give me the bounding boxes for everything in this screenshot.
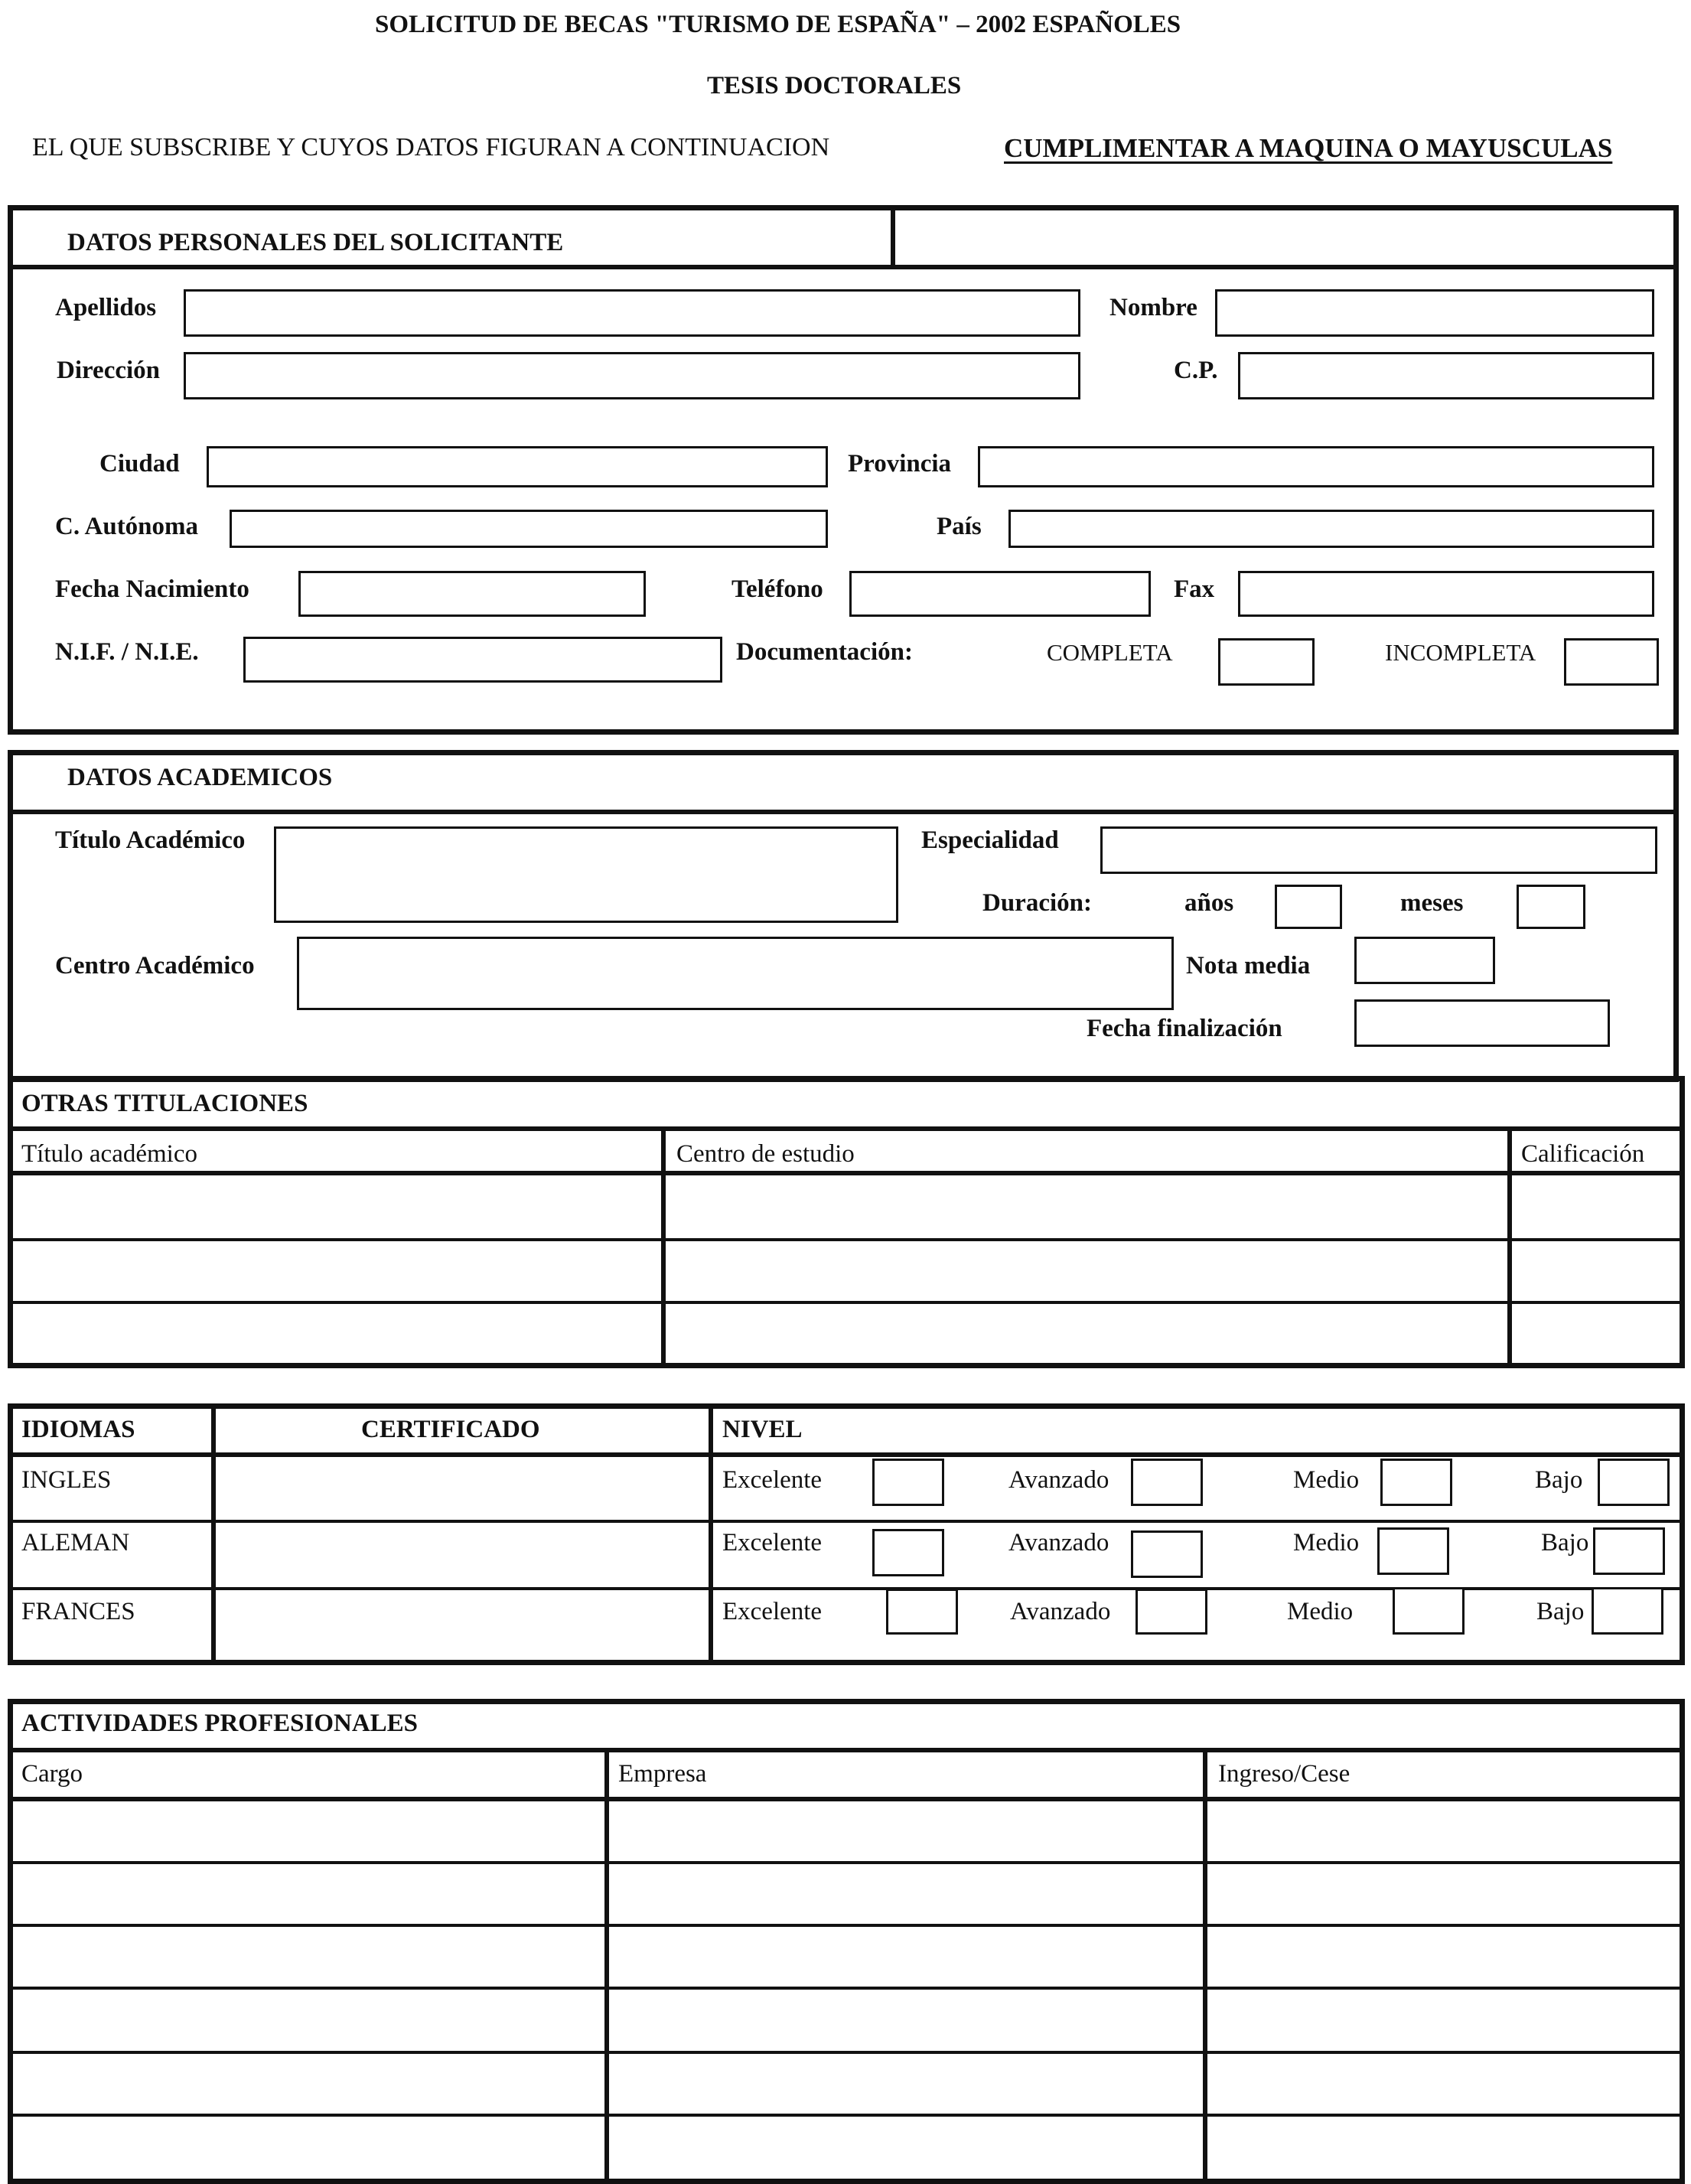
- frances-excelente-checkbox[interactable]: [886, 1589, 958, 1635]
- telefono-field[interactable]: [849, 571, 1151, 617]
- provincia-label: Provincia: [848, 450, 952, 478]
- aleman-bajo-label: Bajo: [1541, 1529, 1589, 1557]
- divider: [8, 1452, 1685, 1457]
- incompleta-label: INCOMPLETA: [1385, 639, 1536, 666]
- completa-checkbox[interactable]: [1218, 638, 1315, 686]
- titulo-label: Título Académico: [55, 826, 246, 854]
- ciudad-field[interactable]: [207, 446, 828, 487]
- frances-bajo-checkbox[interactable]: [1592, 1587, 1663, 1635]
- divider: [211, 1403, 216, 1665]
- especialidad-label: Especialidad: [921, 826, 1059, 854]
- idioma-frances: FRANCES: [21, 1598, 135, 1625]
- duracion-label: Duración:: [982, 889, 1092, 917]
- divider: [604, 1751, 609, 2184]
- personal-heading: DATOS PERSONALES DEL SOLICITANTE: [67, 229, 564, 256]
- divider: [8, 1861, 1685, 1864]
- fecha-nacimiento-field[interactable]: [298, 571, 646, 617]
- divider: [661, 1129, 666, 1368]
- aleman-excelente-checkbox[interactable]: [872, 1529, 944, 1576]
- divider: [8, 1520, 1685, 1523]
- divider: [8, 1238, 1685, 1241]
- frances-bajo-label: Bajo: [1536, 1598, 1585, 1625]
- fecha-finalizacion-field[interactable]: [1354, 999, 1610, 1047]
- actividades-col-empresa: Empresa: [618, 1760, 707, 1788]
- completa-label: COMPLETA: [1047, 639, 1173, 666]
- aleman-medio-checkbox[interactable]: [1377, 1527, 1449, 1575]
- cp-field[interactable]: [1238, 352, 1654, 399]
- ingles-medio-checkbox[interactable]: [1380, 1459, 1452, 1506]
- ingles-medio-label: Medio: [1293, 1466, 1360, 1494]
- ingles-excelente-checkbox[interactable]: [872, 1459, 944, 1506]
- telefono-label: Teléfono: [731, 575, 823, 603]
- fill-instruction: CUMPLIMENTAR A MAQUINA O MAYUSCULAS: [1004, 133, 1613, 163]
- divider: [1507, 1129, 1512, 1368]
- aleman-bajo-checkbox[interactable]: [1593, 1527, 1665, 1575]
- nif-label: N.I.F. / N.I.E.: [55, 638, 199, 666]
- divider: [8, 265, 1679, 269]
- anos-field[interactable]: [1275, 885, 1342, 929]
- otras-col-titulo: Título académico: [21, 1140, 197, 1168]
- especialidad-field[interactable]: [1100, 826, 1657, 874]
- centro-field[interactable]: [297, 937, 1174, 1010]
- nota-media-field[interactable]: [1354, 937, 1495, 984]
- idioma-aleman: ALEMAN: [21, 1529, 130, 1557]
- c-autonoma-field[interactable]: [230, 510, 828, 548]
- idiomas-col-idiomas: IDIOMAS: [21, 1416, 135, 1443]
- ingles-avanzado-label: Avanzado: [1008, 1466, 1109, 1494]
- frances-avanzado-checkbox[interactable]: [1135, 1589, 1207, 1635]
- actividades-section: [8, 1699, 1685, 2184]
- ingles-bajo-checkbox[interactable]: [1598, 1459, 1670, 1506]
- idiomas-col-nivel: NIVEL: [722, 1416, 803, 1443]
- divider: [8, 1748, 1685, 1752]
- anos-label: años: [1184, 889, 1234, 917]
- otras-section: [8, 1076, 1685, 1368]
- provincia-field[interactable]: [978, 446, 1654, 487]
- divider: [891, 205, 895, 269]
- divider: [8, 1126, 1685, 1131]
- divider: [8, 810, 1679, 814]
- pais-field[interactable]: [1008, 510, 1654, 548]
- fecha-finalizacion-label: Fecha finalización: [1087, 1015, 1282, 1042]
- form-title: SOLICITUD DE BECAS "TURISMO DE ESPAÑA" – 2002 ESPAÑOLES: [375, 11, 1181, 38]
- ingles-excelente-label: Excelente: [722, 1466, 823, 1494]
- idiomas-col-certificado: CERTIFICADO: [361, 1416, 540, 1443]
- nombre-field[interactable]: [1215, 289, 1654, 337]
- ingles-bajo-label: Bajo: [1535, 1466, 1583, 1494]
- meses-label: meses: [1400, 889, 1464, 917]
- frances-excelente-label: Excelente: [722, 1598, 823, 1625]
- nombre-label: Nombre: [1109, 294, 1197, 321]
- otras-col-centro: Centro de estudio: [676, 1140, 855, 1168]
- aleman-excelente-label: Excelente: [722, 1529, 823, 1557]
- titulo-field[interactable]: [274, 826, 898, 923]
- apellidos-field[interactable]: [184, 289, 1080, 337]
- actividades-col-ingreso: Ingreso/Cese: [1218, 1760, 1351, 1788]
- ingles-avanzado-checkbox[interactable]: [1131, 1459, 1203, 1506]
- otras-col-calificacion: Calificación: [1521, 1140, 1645, 1168]
- fax-field[interactable]: [1238, 571, 1654, 617]
- divider: [8, 1301, 1685, 1304]
- pais-label: País: [937, 513, 982, 540]
- divider: [8, 1797, 1685, 1801]
- direccion-field[interactable]: [184, 352, 1080, 399]
- divider: [8, 1987, 1685, 1990]
- form-subtitle: TESIS DOCTORALES: [707, 72, 962, 99]
- direccion-label: Dirección: [57, 357, 161, 384]
- aleman-medio-label: Medio: [1293, 1529, 1360, 1557]
- divider: [8, 2114, 1685, 2117]
- apellidos-label: Apellidos: [55, 294, 157, 321]
- actividades-col-cargo: Cargo: [21, 1760, 83, 1788]
- frances-medio-checkbox[interactable]: [1393, 1587, 1465, 1635]
- c-autonoma-label: C. Autónoma: [55, 513, 199, 540]
- divider: [8, 1171, 1685, 1175]
- fecha-nacimiento-label: Fecha Nacimiento: [55, 575, 249, 603]
- centro-label: Centro Académico: [55, 952, 255, 980]
- frances-avanzado-label: Avanzado: [1010, 1598, 1111, 1625]
- divider: [1203, 1751, 1207, 2184]
- frances-medio-label: Medio: [1287, 1598, 1354, 1625]
- nota-media-label: Nota media: [1186, 952, 1311, 980]
- academic-heading: DATOS ACADEMICOS: [67, 764, 333, 791]
- divider: [709, 1403, 713, 1665]
- divider: [8, 2051, 1685, 2054]
- aleman-avanzado-label: Avanzado: [1008, 1529, 1109, 1557]
- nif-field[interactable]: [243, 637, 722, 683]
- aleman-avanzado-checkbox[interactable]: [1131, 1530, 1203, 1578]
- meses-field[interactable]: [1517, 885, 1585, 929]
- ciudad-label: Ciudad: [99, 450, 180, 478]
- fax-label: Fax: [1174, 575, 1215, 603]
- divider: [8, 1924, 1685, 1927]
- otras-heading: OTRAS TITULACIONES: [21, 1090, 308, 1117]
- cp-label: C.P.: [1174, 357, 1218, 384]
- actividades-heading: ACTIVIDADES PROFESIONALES: [21, 1710, 419, 1737]
- documentacion-label: Documentación:: [736, 638, 913, 666]
- intro-text: EL QUE SUBSCRIBE Y CUYOS DATOS FIGURAN A CONTINUACION: [32, 133, 830, 161]
- idioma-ingles: INGLES: [21, 1466, 112, 1494]
- incompleta-checkbox[interactable]: [1564, 638, 1659, 686]
